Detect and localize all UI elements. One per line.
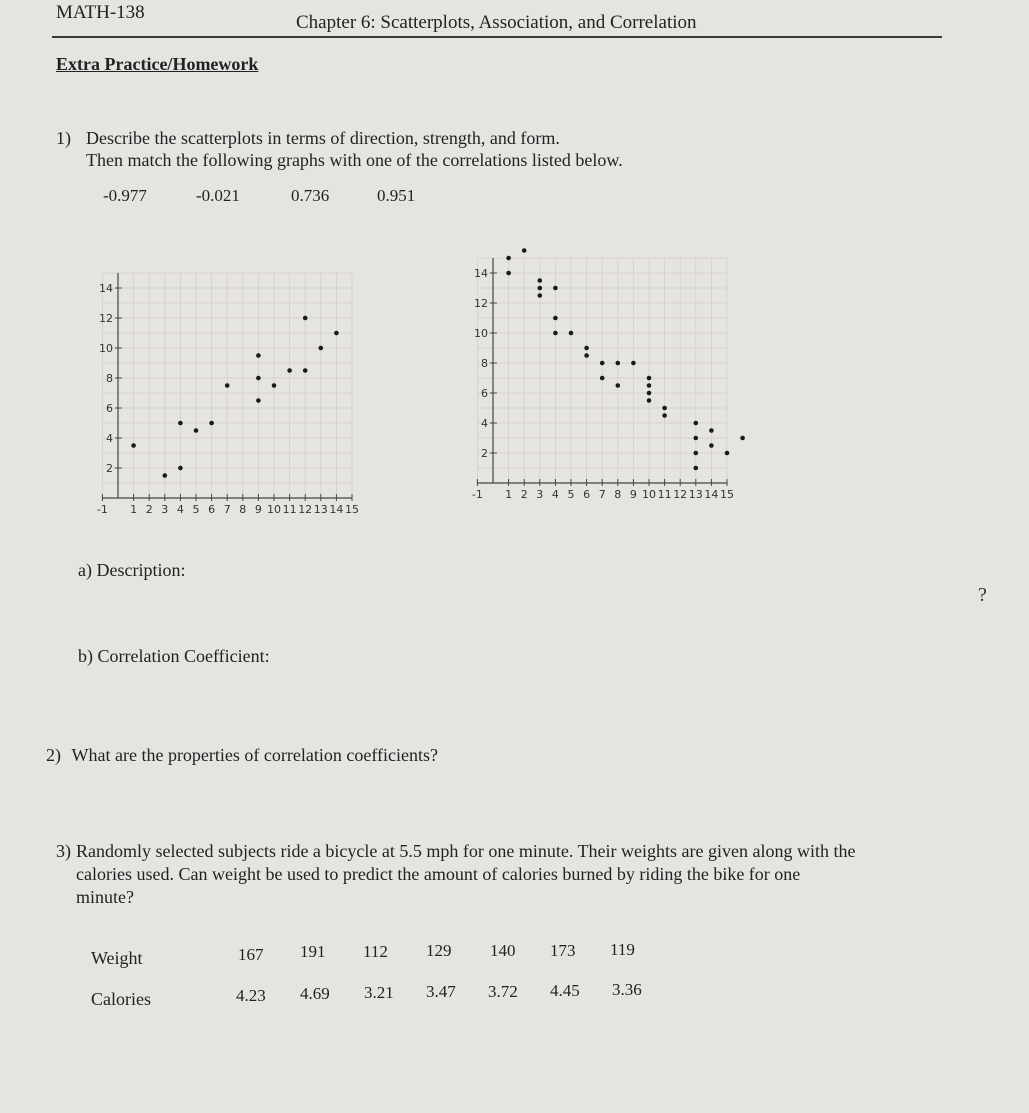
x-tick-label: 4 <box>176 503 184 516</box>
y-tick-label: 12 <box>474 297 488 310</box>
data-point <box>334 331 339 336</box>
data-point <box>694 436 699 441</box>
question-2 <box>46 745 438 766</box>
correlation-choice: 0.951 <box>377 186 416 205</box>
y-tick-label: 14 <box>474 267 488 280</box>
data-point <box>303 368 308 373</box>
x-tick-label: 3 <box>161 503 169 516</box>
question-2-text: What are the properties of correlation coefficients? <box>71 745 438 765</box>
x-tick-label: 5 <box>567 488 575 501</box>
x-tick-label: 11 <box>282 503 297 516</box>
data-point <box>256 398 261 403</box>
data-point <box>725 451 730 456</box>
calories-value: 4.69 <box>300 984 330 1003</box>
y-tick-label: 12 <box>99 312 113 325</box>
x-tick-label: 2 <box>520 488 528 501</box>
calories-value: 4.23 <box>236 986 266 1005</box>
data-point <box>256 376 261 381</box>
scatterplot-1 <box>80 240 380 525</box>
data-point <box>740 436 745 441</box>
data-point <box>616 383 621 388</box>
question-1-number: 1) <box>56 128 71 148</box>
weight-value: 191 <box>300 942 326 961</box>
data-point <box>178 421 183 426</box>
subheading: Extra Practice/Homework <box>56 54 259 74</box>
x-tick-label: 5 <box>192 503 200 516</box>
x-tick-label: 1 <box>130 503 138 516</box>
data-point <box>194 428 199 433</box>
x-tick-label: 9 <box>254 503 262 516</box>
y-tick-label: 14 <box>99 282 113 295</box>
question-1 <box>56 127 623 171</box>
x-tick-label: -1 <box>96 503 108 516</box>
data-point <box>694 466 699 471</box>
x-tick-label: 6 <box>583 488 591 501</box>
data-point <box>647 383 652 388</box>
data-point <box>178 466 183 471</box>
correlation-choice: -0.021 <box>196 186 240 205</box>
data-point <box>584 353 589 358</box>
data-point <box>272 383 277 388</box>
data-point <box>647 398 652 403</box>
question-2-number: 2) <box>46 745 61 765</box>
calories-value: 3.36 <box>612 980 642 999</box>
data-point <box>600 376 605 381</box>
x-tick-label: 13 <box>688 488 703 501</box>
weight-value: 167 <box>238 945 264 964</box>
data-point <box>616 361 621 366</box>
x-tick-label: 4 <box>551 488 559 501</box>
chapter-title: Chapter 6: Scatterplots, Association, and Correlation <box>296 12 697 33</box>
data-point <box>553 286 558 291</box>
data-point <box>569 331 574 336</box>
calories-value: 3.21 <box>364 983 394 1002</box>
y-tick-label: 2 <box>106 462 113 475</box>
data-point <box>662 413 667 418</box>
data-point <box>647 376 652 381</box>
x-tick-label: 12 <box>673 488 688 501</box>
header-rule <box>52 36 942 38</box>
y-tick-label: 10 <box>474 327 488 340</box>
data-point <box>538 293 543 298</box>
data-point <box>506 256 511 261</box>
data-point <box>225 383 230 388</box>
x-tick-label: -1 <box>471 488 483 501</box>
data-point <box>522 248 527 253</box>
data-point <box>256 353 261 358</box>
question-3 <box>56 840 986 909</box>
x-tick-label: 7 <box>223 503 231 516</box>
x-tick-label: 10 <box>267 503 281 516</box>
calories-value: 3.47 <box>426 982 456 1001</box>
x-tick-label: 10 <box>642 488 656 501</box>
x-tick-label: 15 <box>720 488 734 501</box>
data-point <box>287 368 292 373</box>
question-3-number: 3) <box>56 841 71 861</box>
grid <box>477 258 727 483</box>
weight-value: 129 <box>426 941 452 960</box>
weight-value: 119 <box>610 940 635 959</box>
data-point <box>662 406 667 411</box>
x-tick-label: 7 <box>598 488 606 501</box>
question-3-line-2: calories used. Can weight be used to predict the amount of calories burned by riding the bike for one <box>76 864 801 884</box>
weight-value: 140 <box>490 941 516 960</box>
y-tick-label: 8 <box>106 372 113 385</box>
data-point <box>709 443 714 448</box>
x-tick-label: 15 <box>345 503 359 516</box>
x-tick-label: 2 <box>145 503 153 516</box>
calories-value: 3.72 <box>488 982 518 1001</box>
weight-value: 173 <box>550 941 576 960</box>
data-point <box>553 331 558 336</box>
calories-value: 4.45 <box>550 981 580 1000</box>
x-tick-label: 8 <box>614 488 622 501</box>
x-tick-label: 9 <box>629 488 637 501</box>
part-b-label: b) Correlation Coefficient: <box>78 646 270 666</box>
correlation-choice: 0.736 <box>291 186 330 205</box>
data-point <box>600 361 605 366</box>
data-point <box>538 286 543 291</box>
data-point <box>709 428 714 433</box>
question-3-line-1: Randomly selected subjects ride a bicycle at 5.5 mph for one minute. Their weights are given along with the <box>76 841 856 861</box>
x-tick-label: 12 <box>298 503 313 516</box>
y-tick-label: 6 <box>106 402 113 415</box>
y-tick-label: 6 <box>481 387 488 400</box>
question-1-line-2: Then match the following graphs with one of the correlations listed below. <box>86 150 623 170</box>
y-tick-label: 8 <box>481 357 488 370</box>
x-tick-label: 13 <box>313 503 328 516</box>
data-point <box>694 451 699 456</box>
data-point <box>694 421 699 426</box>
scatterplot-2 <box>455 225 755 510</box>
data-point <box>303 316 308 321</box>
y-tick-label: 4 <box>481 417 488 430</box>
y-tick-label: 4 <box>106 432 113 445</box>
data-point <box>631 361 636 366</box>
data-point <box>647 391 652 396</box>
margin-mark: ? <box>978 584 987 606</box>
data-point <box>131 443 136 448</box>
x-tick-label: 1 <box>505 488 513 501</box>
data-point <box>553 316 558 321</box>
x-tick-label: 8 <box>239 503 247 516</box>
question-3-line-3: minute? <box>76 887 134 907</box>
data-point <box>584 346 589 351</box>
x-tick-label: 11 <box>657 488 672 501</box>
part-a-label: a) Description: <box>78 560 186 580</box>
x-tick-label: 3 <box>536 488 544 501</box>
data-point <box>538 278 543 283</box>
correlation-choice: -0.977 <box>103 186 147 205</box>
weight-label: Weight <box>91 948 143 968</box>
calories-label: Calories <box>91 989 151 1009</box>
weight-value: 112 <box>363 942 388 961</box>
x-tick-label: 6 <box>208 503 216 516</box>
data-point <box>163 473 168 478</box>
question-1-line-1: Describe the scatterplots in terms of direction, strength, and form. <box>86 128 560 148</box>
course-code: MATH-138 <box>56 2 145 23</box>
data-point <box>319 346 324 351</box>
y-tick-label: 2 <box>481 447 488 460</box>
data-point <box>506 271 511 276</box>
data-point <box>209 421 214 426</box>
y-tick-label: 10 <box>99 342 113 355</box>
x-tick-label: 14 <box>329 503 344 516</box>
x-tick-label: 14 <box>704 488 719 501</box>
